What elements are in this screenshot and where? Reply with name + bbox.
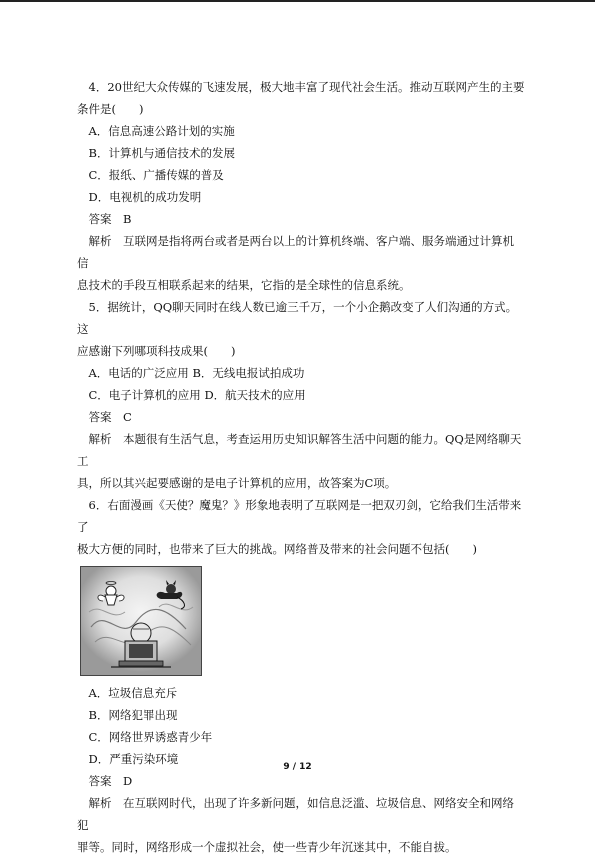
cartoon-angel-devil-image: [80, 566, 202, 676]
q4-option-c: C．报纸、广播传媒的普及: [88, 168, 224, 182]
q6-stem-line-2: 极大方便的同时，也带来了巨大的挑战。网络普及带来的社会问题不包括( ): [77, 542, 477, 556]
q6-analysis-line-1: 解析 在互联网时代，出现了许多新问题，如信息泛滥、垃圾信息、网络安全和网络犯: [77, 796, 514, 832]
q6-stem-line-1: 6．右面漫画《天使？魔鬼？》形象地表明了互联网是一把双刃剑，它给我们生活带来了: [77, 498, 522, 534]
q5-options-cd: C．电子计算机的应用 D．航天技术的应用: [88, 388, 306, 402]
q4-analysis-line-2: 息技术的手段互相联系起来的结果，它指的是全球性的信息系统。: [77, 278, 411, 292]
document-body: [77, 76, 525, 858]
cartoon-illustration: [81, 567, 201, 675]
q4-option-a: A．信息高速公路计划的实施: [88, 124, 235, 138]
q4-analysis-line-1: 解析 互联网是指将两台或者是两台以上的计算机终端、客户端、服务端通过计算机信: [77, 234, 514, 270]
q4-option-d: D．电视机的成功发明: [88, 190, 202, 204]
q6-option-b: B．网络犯罪出现: [88, 708, 178, 722]
q5-options-ab: A．电话的广泛应用 B．无线电报试拍成功: [88, 366, 305, 380]
q6-answer: 答案 D: [88, 774, 133, 788]
top-border-line: [0, 0, 595, 2]
q5-stem-line-1: 5．据统计，QQ聊天同时在线人数已逾三千万，一个小企鹅改变了人们沟通的方式。这: [77, 300, 518, 336]
page-number: 9 / 12: [283, 762, 312, 772]
q5-analysis-line-2: 具，所以其兴起要感谢的是电子计算机的应用，故答案为C项。: [77, 476, 397, 490]
q6-option-d: D．严重污染环境: [88, 752, 179, 766]
q5-analysis-line-1: 解析 本题很有生活气息，考查运用历史知识解答生活中问题的能力。QQ是网络聊天工: [77, 432, 522, 468]
q4-option-b: B．计算机与通信技术的发展: [88, 146, 235, 160]
q4-stem-line-2: 条件是( ): [77, 102, 144, 116]
q6-option-c: C．网络世界诱惑青少年: [88, 730, 213, 744]
q6-option-a: A．垃圾信息充斥: [88, 686, 178, 700]
q5-answer: 答案 C: [88, 410, 132, 424]
q6-analysis-line-2: 罪等。同时，网络形成一个虚拟社会，使一些青少年沉迷其中，不能自拔。: [77, 840, 457, 854]
q5-stem-line-2: 应感谢下列哪项科技成果( ): [77, 344, 236, 358]
q4-stem-line-1: 4．20世纪大众传媒的飞速发展，极大地丰富了现代社会生活。推动互联网产生的主要: [88, 80, 525, 94]
q4-answer: 答案 B: [88, 212, 132, 226]
